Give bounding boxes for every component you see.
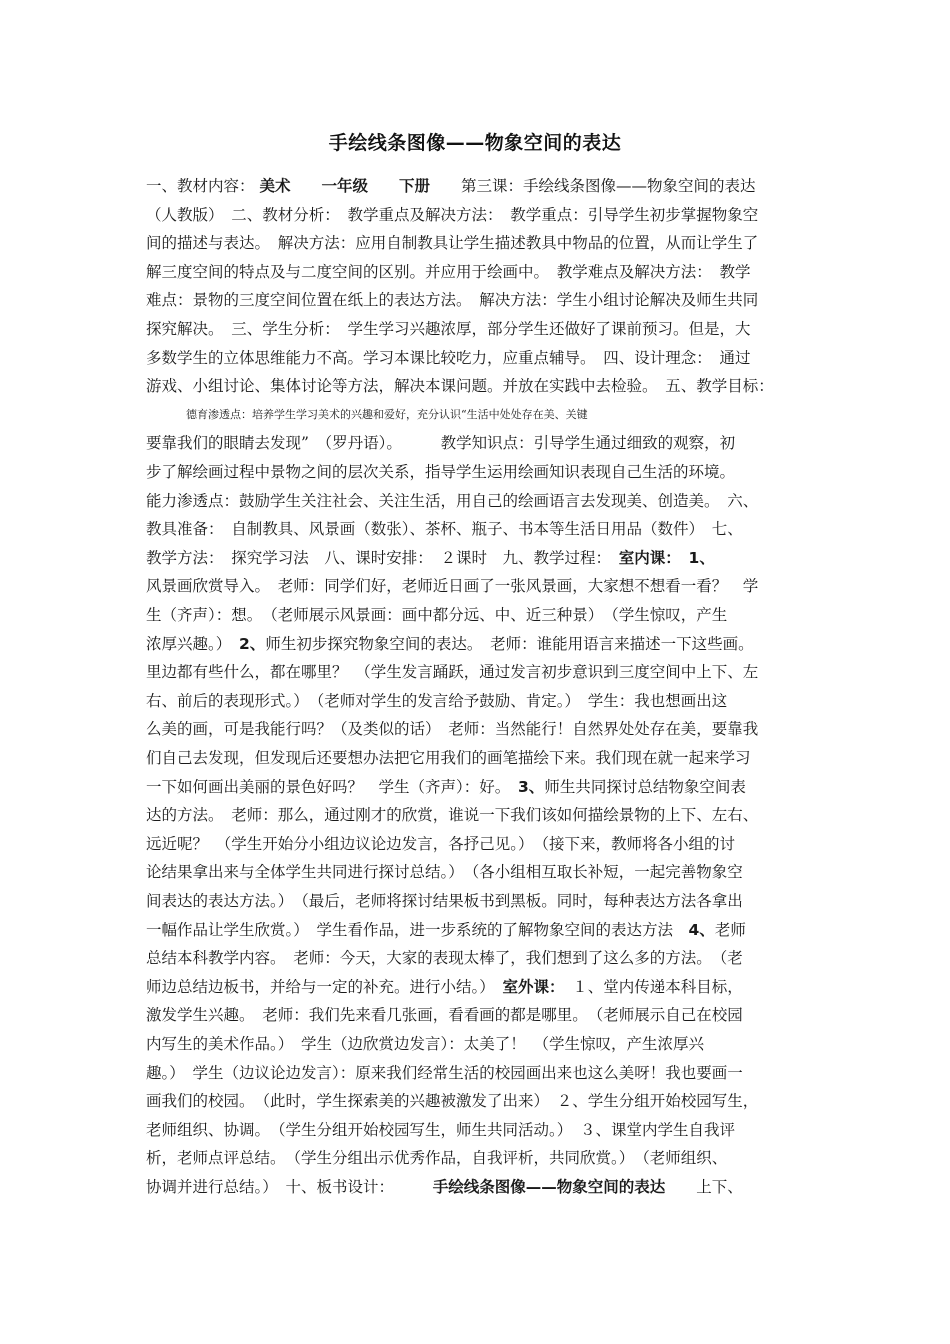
text-line [146, 344, 816, 372]
bold-text: 一年级 [321, 177, 368, 195]
text-run: 教学方法： 探究学习法 八、课时安排： ２课时 九、教学过程： [146, 548, 619, 567]
text-line [146, 1001, 816, 1029]
text-run: １、堂内传递本科目标， [556, 977, 743, 996]
bold-text: 3、 [518, 777, 545, 796]
text-run: （人教版） 二、教材分析： 教学重点及解决方法： 教学重点：引导学生初步掌握物象空 [146, 205, 759, 224]
text-line [146, 1173, 816, 1201]
text-run [673, 549, 689, 567]
text-run: 能力渗透点：鼓励学生关注社会、关注生活，用自己的绘画语言去发现美、创造美。 六、 [146, 491, 759, 510]
text-run: 画我们的校园。 （此时，学生探索美的兴趣被激发了出来） ２、学生分组开始校园写生， [146, 1092, 759, 1111]
text-run: 要靠我们的眼睛去发现” （罗丹语）。 教学知识点：引导学生通过细致的观察，初 [146, 434, 736, 453]
text-run: 探究解决。 三、学生分析： 学生学习兴趣浓厚，部分学生还做好了课前预习。但是，大 [146, 320, 751, 338]
text-line [146, 658, 816, 686]
text-line [146, 1059, 816, 1087]
text-line [146, 773, 816, 801]
text-line [146, 601, 816, 629]
text-run: 激发学生兴趣。 老师：我们先来看几张画，看看画的都是哪里。 （老师展示自己在校园 [146, 1006, 743, 1025]
text-line [146, 887, 816, 915]
text-run: 一幅作品让学生欣赏。） 学生看作品，进一步系统的了解物象空间的表达方法 [146, 920, 689, 939]
text-run: 生（齐声）：想。 （老师展示风景画：画中都分远、中、近三种景） （学生惊叹，产生 [146, 606, 728, 624]
text-line [146, 515, 816, 543]
text-line [146, 687, 816, 715]
text-run: 们自己去发现，但发现后还要想办法把它用我们的画笔描绘下来。我们现在就一起来学习 [146, 749, 751, 767]
text-line [146, 258, 816, 286]
text-line [146, 1087, 816, 1115]
bold-text: 2、 [239, 634, 266, 653]
text-line [146, 715, 816, 743]
text-run: 论结果拿出来与全体学生共同进行探讨总结。） （各小组相互取长补短，一起完善物象空 [146, 863, 743, 882]
text-line [146, 1144, 816, 1172]
bold-text: 4、 [688, 920, 715, 939]
text-line [146, 544, 816, 572]
text-line [146, 916, 816, 944]
text-run [290, 177, 321, 195]
text-run: 一、教材内容： [146, 177, 260, 195]
text-run: 师生初步探究物象空间的表达。 老师：谁能用语言来描述一下这些画。 [265, 634, 754, 653]
text-run: 老师组织、协调。 （学生分组开始校园写生，师生共同活动。） ３、课堂内学生自我评 [146, 1120, 736, 1139]
text-run: 师生共同探讨总结物象空间表 [544, 777, 746, 796]
text-run: 内写生的美术作品。） 学生（边欣赏边发言）：太美了！ （学生惊叹，产生浓厚兴 [146, 1035, 705, 1053]
text-run: 步了解绘画过程中景物之间的层次关系，指导学生运用绘画知识表现自己生活的环境。 [146, 463, 736, 481]
text-line [146, 973, 816, 1001]
text-line [146, 229, 816, 257]
text-run: 协调并进行总结。） 十、板书设计： [146, 1178, 433, 1196]
text-run: 解三度空间的特点及与二度空间的区别。并应用于绘画中。 教学难点及解决方法： 教学 [146, 262, 751, 281]
text-run: 风景画欣赏导入。 老师：同学们好，老师近日画了一张风景画，大家想不想看一看？ 学 [146, 577, 759, 596]
text-run: 一下如何画出美丽的景色好吗？ 学生（齐声）：好。 [146, 777, 519, 796]
text-line [146, 172, 816, 200]
bold-text: 室内课： [618, 548, 674, 567]
bold-text: 1、 [688, 548, 715, 567]
text-run: 右、前后的表现形式。） （老师对学生的发言给予鼓励、肯定。） 学生：我也想画出这 [146, 691, 728, 710]
text-run [368, 177, 399, 195]
text-line [146, 744, 816, 772]
text-line [146, 372, 816, 400]
text-run: 游戏、小组讨论、集体讨论等方法，解决本课问题。并放在实践中去检验。 五、教学目标： [146, 377, 774, 396]
text-run: 间的描述与表达。 解决方法：应用自制教具让学生描述教具中物品的位置，从而让学生了 [146, 234, 759, 253]
text-run: 难点：景物的三度空间位置在纸上的表达方法。 解决方法：学生小组讨论解决及师生共同 [146, 291, 759, 310]
text-line [146, 944, 816, 972]
text-line [146, 858, 816, 886]
text-run: 老师 [714, 920, 746, 939]
text-line [146, 801, 816, 829]
text-run: 里边都有些什么，都在哪里？ （学生发言踊跃，通过发言初步意识到三度空间中上下、左 [146, 663, 759, 682]
text-line [146, 1116, 816, 1144]
text-line [146, 830, 816, 858]
bold-text: 美术 [259, 177, 291, 195]
text-run: 析，老师点评总结。 （学生分组出示优秀作品，自我评析，共同欣赏。） （老师组织、 [146, 1149, 728, 1168]
text-line [146, 201, 816, 229]
text-run: 多数学生的立体思维能力不高。学习本课比较吃力，应重点辅导。 四、设计理念： 通过 [146, 348, 751, 367]
bold-text: 手绘线条图像——物象空间的表达 [432, 1178, 666, 1196]
text-run: 上下、 [665, 1178, 743, 1196]
text-run: 教具准备： 自制教具、风景画（数张）、茶杯、瓶子、书本等生活日用品（数件） 七、 [146, 520, 743, 539]
text-run: 德育渗透点：培养学生学习美术的兴趣和爱好，充分认识“生活中处处存在美、关键 [186, 407, 588, 421]
text-run: 趣。） 学生（边议论边发言）：原来我们经常生活的校园画出来也这么美呀！我也要画一 [146, 1063, 743, 1082]
bold-text: 下册 [399, 177, 431, 195]
text-run: 间表达的表达方法。） （最后，老师将探讨结果板书到黑板。同时，每种表达方法各拿出 [146, 892, 743, 910]
text-line [146, 487, 816, 515]
text-line [146, 286, 816, 314]
text-run: 远近呢？ （学生开始分小组边议论边发言，各抒己见。） （接下来，教师将各小组的讨 [146, 834, 736, 853]
text-line [146, 1030, 816, 1058]
text-line [146, 572, 816, 600]
text-run: 么美的画，可是我能行吗？（及类似的话） 老师：当然能行！自然界处处存在美，要靠我 [146, 720, 759, 739]
text-line [146, 458, 816, 486]
text-run: 浓厚兴趣。） [146, 634, 240, 653]
text-run: 达的方法。 老师：那么，通过刚才的欣赏，谁说一下我们该如何描绘景物的上下、左右、 [146, 806, 759, 825]
text-line [186, 401, 856, 429]
text-line [146, 429, 816, 457]
text-run: 第三课：手绘线条图像——物象空间的表达 [430, 177, 756, 195]
bold-text: 室外课： [502, 977, 557, 996]
text-run: 总结本科教学内容。 老师：今天，大家的表现太棒了，我们想到了这么多的方法。 （老 [146, 949, 743, 968]
text-line [146, 315, 816, 343]
text-run: 师边总结边板书，并给与一定的补充。进行小结。） [146, 977, 503, 996]
text-line [146, 630, 816, 658]
page-title: 手绘线条图像——物象空间的表达 [328, 132, 622, 154]
